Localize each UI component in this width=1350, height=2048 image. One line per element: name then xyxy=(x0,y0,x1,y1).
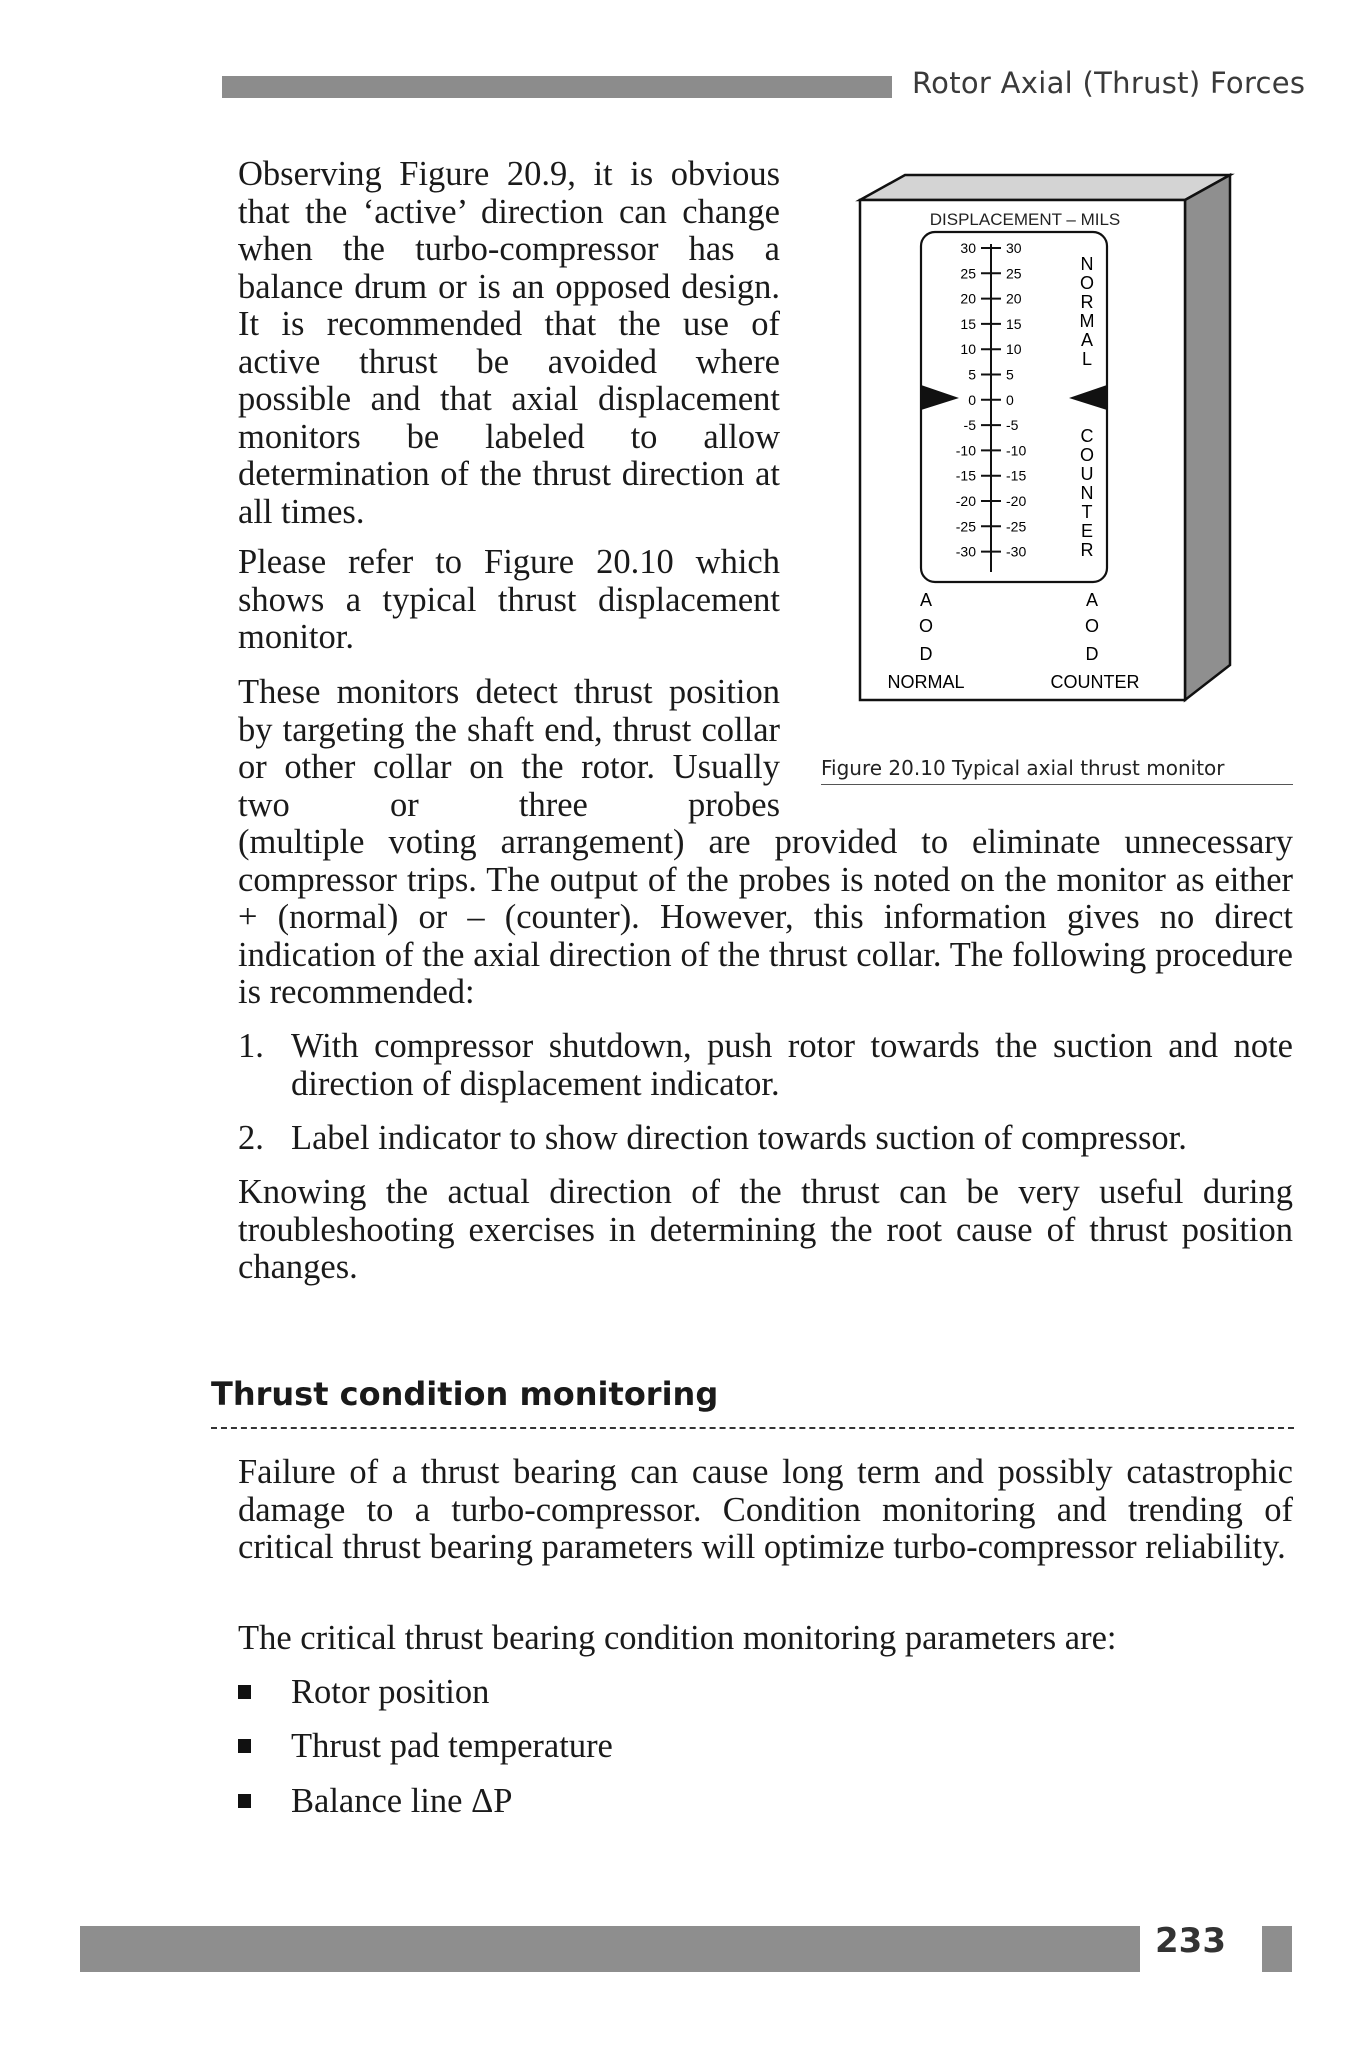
footer-tab xyxy=(1262,1926,1292,1972)
procedure-item-1 xyxy=(238,1028,1293,1108)
aod-right-d: D xyxy=(1085,644,1099,664)
tick-label-right: -25 xyxy=(1006,518,1027,535)
running-title: Rotor Axial (Thrust) Forces xyxy=(912,66,1306,100)
scale-title: DISPLACEMENT – MILS xyxy=(929,210,1121,229)
procedure-item-2 xyxy=(238,1120,1293,1160)
tick-label-left: 10 xyxy=(960,341,976,358)
section-divider xyxy=(211,1427,1294,1429)
tick-label-right: 5 xyxy=(1006,366,1014,383)
paragraph-observing: Observing Figure 20.9, it is obvious that the ‘active’ direction can change when the turbo-compressor has a balance drum or is an opposed design. It is recommended that the use of active thrust be avoided where possible and that axial displacement monitors be labeled to allow determination of the thrust direction at all times. xyxy=(238,155,780,531)
tick-label-left: 5 xyxy=(968,366,976,383)
tick-label-left: 30 xyxy=(960,240,976,256)
tick-label-right: -10 xyxy=(1006,442,1027,459)
normal-letter: L xyxy=(1081,349,1093,369)
bullet-text: Balance line ΔP xyxy=(291,1782,513,1820)
tick-label-right: 0 xyxy=(1006,391,1014,408)
normal-letter: M xyxy=(1079,311,1095,331)
tick-label-left: -15 xyxy=(955,467,976,484)
tick-label-right: -5 xyxy=(1006,417,1019,434)
tick-label-right: 10 xyxy=(1006,341,1022,358)
paragraph-monitors-intro: These monitors detect thrust position by targeting the shaft end, thrust collar or other collar on the rotor. Usually two or three probes xyxy=(238,673,780,824)
tick-label-left: -5 xyxy=(963,417,976,434)
counter-letter: C xyxy=(1080,426,1094,446)
bullet-square-icon xyxy=(238,1794,251,1808)
paragraph-failure: Failure of a thrust bearing can cause long term and possibly catastrophic damage to a turbo-compressor. Condition monitoring and trending of critical thrust bearing parameters will optimize turbo-compressor reliability. xyxy=(238,1453,1293,1566)
tick-label-right: 20 xyxy=(1006,290,1022,307)
aod-left-a: A xyxy=(919,590,933,610)
counter-letter: E xyxy=(1080,521,1094,541)
footer-bar xyxy=(80,1926,1140,1972)
paragraph-figure-ref: Please refer to Figure 20.10 which shows a typical thrust displacement monitor. xyxy=(238,543,780,656)
tick-label-left: -10 xyxy=(955,442,976,459)
tick-label-right: 30 xyxy=(1006,240,1022,256)
tick-label-right: -30 xyxy=(1006,543,1027,560)
section-heading: Thrust condition monitoring xyxy=(211,1375,719,1413)
bullet-text: Rotor position xyxy=(291,1673,490,1711)
tick-label-left: 25 xyxy=(960,265,976,282)
paragraph-knowing: Knowing the actual direction of the thrust can be very useful during troubleshooting exercises in determining the root cause of thrust position changes. xyxy=(238,1173,1293,1286)
header-bar xyxy=(222,76,892,98)
bullet-text: Thrust pad temperature xyxy=(291,1727,613,1765)
tick-label-right: -20 xyxy=(1006,493,1027,509)
label-normal: NORMAL xyxy=(887,672,965,692)
aod-left-d: D xyxy=(919,644,933,664)
tick-label-left: 15 xyxy=(960,315,976,332)
figure-caption: Figure 20.10 Typical axial thrust monitor xyxy=(821,756,1293,785)
tick-label-right: -15 xyxy=(1006,467,1027,484)
tick-label-left: -25 xyxy=(955,518,976,535)
counter-letter: N xyxy=(1080,483,1094,503)
aod-right-a: A xyxy=(1085,590,1099,610)
procedure-text: With compressor shutdown, push rotor towards the suction and note direction of displacement indicator. xyxy=(291,1027,1293,1103)
bullet-square-icon xyxy=(238,1685,251,1699)
normal-letter: O xyxy=(1079,273,1095,293)
paragraph-parameters: The critical thrust bearing condition monitoring parameters are: xyxy=(238,1619,1117,1657)
tick-label-right: 15 xyxy=(1006,315,1022,332)
counter-letter: T xyxy=(1081,502,1093,522)
counter-letter: R xyxy=(1080,540,1094,560)
normal-letter: R xyxy=(1080,292,1094,312)
bullet-square-icon xyxy=(238,1739,251,1753)
tick-label-left: 0 xyxy=(968,391,976,408)
paragraph-monitors-continued: (multiple voting arrangement) are provided to eliminate unnecessary compressor trips. The output of the probes is noted on the monitor as either + (normal) or – (counter). However, this information gives no direct indication of the axial direction of the thrust collar. The following procedure is recommended: xyxy=(238,823,1293,1011)
counter-letter: O xyxy=(1079,445,1095,465)
tick-label-left: -20 xyxy=(955,493,976,509)
normal-letter: A xyxy=(1080,330,1094,350)
procedure-number: 2. xyxy=(238,1119,264,1157)
label-counter: COUNTER xyxy=(1050,672,1140,692)
thrust-monitor-figure xyxy=(855,170,1235,715)
tick-label-left: -30 xyxy=(955,543,976,560)
procedure-text: Label indicator to show direction towards suction of compressor. xyxy=(291,1119,1187,1157)
normal-letter: N xyxy=(1080,254,1094,274)
counter-letter: U xyxy=(1080,464,1094,484)
box-side-face xyxy=(1185,175,1230,700)
tick-label-right: 25 xyxy=(1006,265,1022,282)
procedure-number: 1. xyxy=(238,1027,264,1065)
box-top-face xyxy=(860,175,1230,200)
tick-label-left: 20 xyxy=(960,290,976,307)
aod-right-o: O xyxy=(1084,616,1100,636)
aod-left-o: O xyxy=(918,616,934,636)
page-number: 233 xyxy=(1155,1921,1226,1961)
